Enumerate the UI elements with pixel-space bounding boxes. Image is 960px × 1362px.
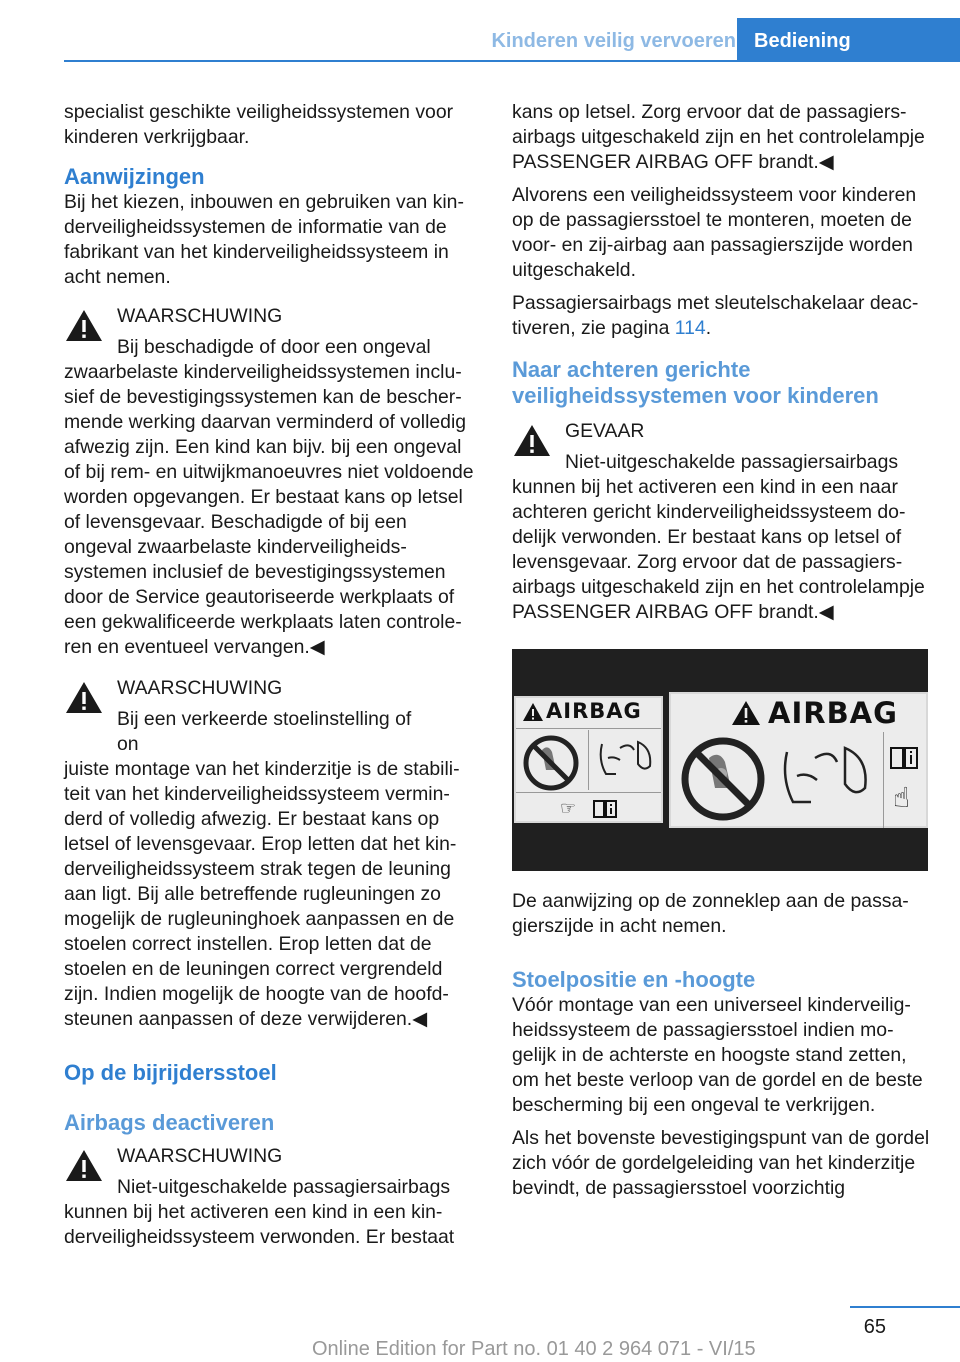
airbag-deploy-icon (594, 734, 658, 788)
warning-title: WAARSCHUWING (117, 305, 283, 327)
page-number: 65 (863, 1316, 886, 1338)
airbag-deploy-icon (775, 738, 881, 822)
page-link-114[interactable]: 114 (674, 317, 706, 339)
warning-triangle-icon (512, 423, 552, 458)
warning-triangle-icon (522, 702, 544, 722)
page-header (0, 0, 960, 62)
warning-title: WAARSCHUWING (117, 1145, 283, 1167)
manual-book-icon (889, 746, 919, 770)
warning-triangle-icon (64, 308, 104, 343)
warning-text: kunnen bij het activeren een kind in een kinderveiligheidssysteem verwonden. Er bestaat (64, 1201, 455, 1248)
danger-title: GEVAAR (565, 420, 645, 442)
prohibited-child-seat-icon (520, 734, 582, 792)
danger-first-line: Niet-uitgeschakelde passagiersairbags (565, 451, 899, 473)
heading-aanwijzingen: Aanwijzingen (64, 164, 205, 189)
paragraph-voor-montage: Vóór montage van een universeel kinderveiligheidssysteem de passagiersstoel indien mogelijk in de achterste en hoogste stand zetten, om het beste verloop van de gordel en de beste bescherming bij een ongeval te verkrijgen. (512, 994, 923, 1116)
paragraph-text: Passagiersairbags met sleutelschakelaar deactiveren, zie pagina (512, 292, 919, 339)
warning-title: WAARSCHUWING (117, 677, 283, 699)
warning-block-3 (64, 1142, 478, 1250)
heading-airbags-deactiveren: Airbags deactiveren (64, 1110, 275, 1135)
header-section-title: Kinderen veilig vervoeren (491, 30, 736, 52)
paragraph-end: . (705, 317, 712, 339)
hand-pointer-icon: ☝ (893, 782, 911, 813)
continued-paragraph: kans op letsel. Zorg ervoor dat de passagiersairbags uitgeschakeld zijn en het controlelampje PASSENGER AIRBAG OFF brandt.◀ (512, 101, 925, 173)
prohibited-child-seat-icon (677, 734, 769, 824)
footer-edition-note: Online Edition for Part no. 01 40 2 964 071 - VI/15 (312, 1338, 756, 1360)
danger-block (512, 417, 930, 625)
paragraph-alvorens: Alvorens een veiligheidssysteem voor kinderen op de passagiersstoel te monteren, moeten de voor- en zij-airbag aan passagierszijde worden uitgeschakeld. (512, 184, 917, 281)
danger-text: kunnen bij het activeren een kind in een naar achteren gericht kinderveiligheidssysteem dodelijk verwonden. Er bestaat kans op letsel of levensgevaar. Zorg ervoor dat de passagiersairbags uitgeschakeld zijn en het controlelampje PASSENGER AIRBAG OFF brandt.◀ (512, 476, 925, 623)
paragraph-aanwijzingen: Bij het kiezen, inbouwen en gebruiken van kinderveiligheidssystemen de informatie van de fabrikant van het kinderveiligheidssysteem in acht nemen. (64, 191, 464, 288)
warning-text: zwaarbelaste kinderveiligheidssystemen inclusief de bevestigingssystemen kan de beschermende werking daarvan verminderd of volledig afwezig zijn. Een kind kan bijv. bij een ongeval of bij rem- en uitwijkmanoeuvres niet voldoende worden opgevangen. Er bestaat kans op letsel of levensgevaar. Beschadigde of bij een ongeval zwaarbelaste kinderveiligheidssystemen inclusief de bevestigingssystemen door de Service geautoriseerde werkplaats of een gekwalificeerde werkplaats laten controleren en eventueel vervangen.◀ (64, 361, 474, 658)
warning-block-1 (64, 302, 478, 660)
heading-bijrijdersstoel: Op de bijrijdersstoel (64, 1060, 277, 1085)
header-chapter-tab: Bediening (737, 18, 960, 62)
warning-text: juiste montage van het kinderzitje is de stabiliteit van het kinderveiligheidssysteem verminderd of volledig afwezig. Er bestaat kans op letsel of levensgevaar. Erop letten dat het kinderveiligheidssysteem strak tegen de leuning aan ligt. Bij alle betreffende rugleuningen zo mogelijk de rugleuninghoek aanpassen en de stoelen correct instellen. Erop letten dat de stoelen en de leuningen correct vergrendeld zijn. Indien mogelijk de hoogte van de hoofdsteunen aanpassen of deze verwijderen.◀ (64, 758, 460, 1030)
paragraph-passagiersairbags (512, 291, 930, 341)
intro-paragraph: specialist geschikte veiligheidssystemen voor kinderen verkrijgbaar. (64, 101, 454, 148)
left-column (64, 100, 478, 1260)
warning-triangle-icon (64, 680, 104, 715)
airbag-label-large (669, 692, 928, 828)
right-column (512, 100, 930, 1209)
airbag-label-small (514, 696, 663, 823)
hand-pointer-icon: ☞ (560, 798, 577, 818)
manual-book-icon (592, 799, 618, 819)
header-rule (64, 60, 960, 62)
warning-first-line: Bij een verkeerde stoelinstelling of on (117, 708, 412, 755)
warning-first-line: Bij beschadigde of door een ongeval (117, 336, 431, 358)
paragraph-zonneklep: De aanwijzing op de zonneklep aan de passagierszijde in acht nemen. (512, 890, 909, 937)
heading-stoelpositie: Stoelpositie en -hoogte (512, 967, 756, 992)
warning-triangle-icon (731, 700, 761, 726)
warning-block-2 (64, 674, 478, 1032)
paragraph-als: Als het bovenste bevestigingspunt van de gordel zich vóór de gordelgeleiding van het kinderzitje bevindt, de passagiersstoel voorzichtig (512, 1127, 930, 1199)
airbag-label-image (512, 649, 928, 871)
warning-first-line: Niet-uitgeschakelde passagiersairbags (117, 1176, 451, 1198)
airbag-label-title: AIRBAG (546, 699, 642, 723)
footer-rule (850, 1306, 960, 1308)
airbag-label-title: AIRBAG (768, 696, 898, 730)
warning-triangle-icon (64, 1148, 104, 1183)
heading-naar-achteren: Naar achteren gerichte veiligheidssystemen voor kinderen (512, 357, 879, 408)
